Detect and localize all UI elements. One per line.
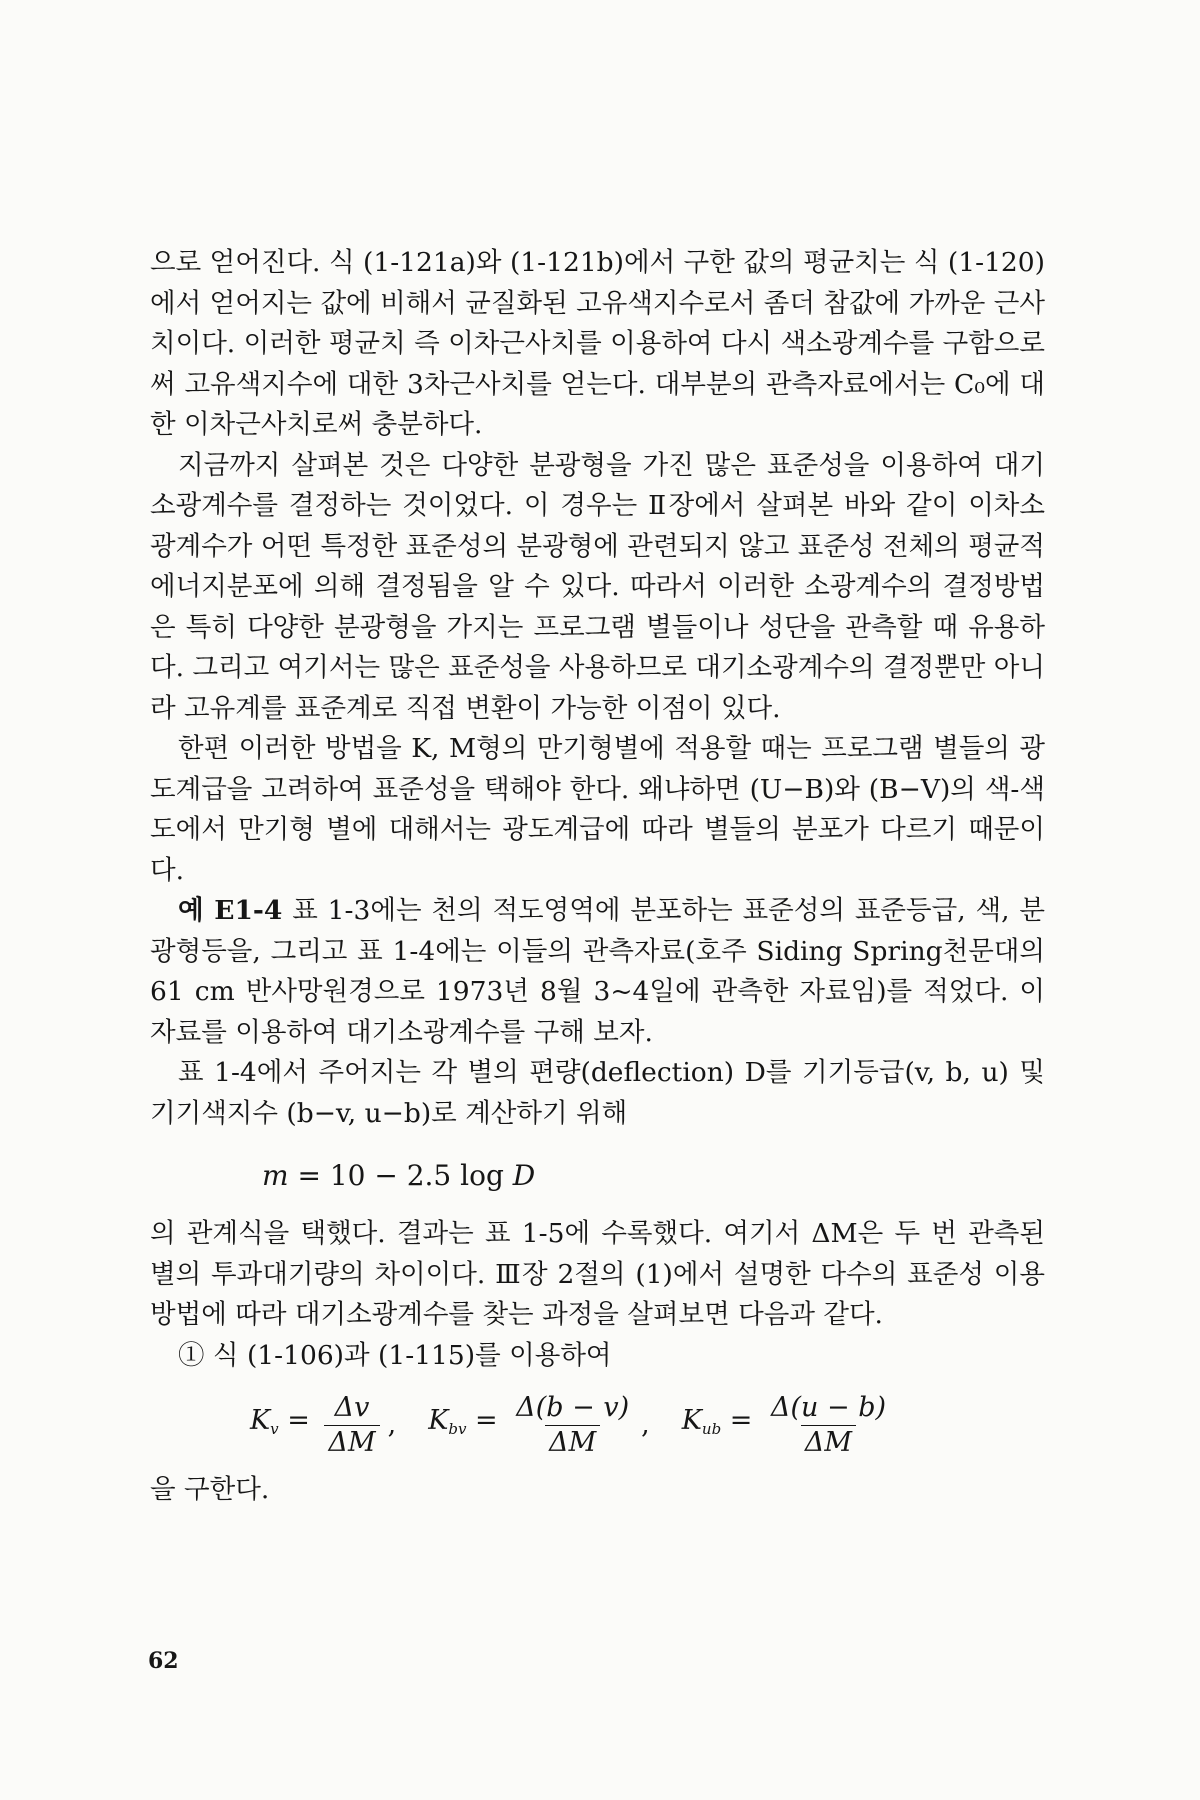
kbv-term: [428, 1401, 506, 1450]
kub-fraction: [767, 1391, 890, 1460]
example-paragraph: [150, 891, 1045, 1053]
equation-variable: D: [512, 1159, 536, 1192]
page-number: 62: [148, 1648, 179, 1674]
kv-numerator: Δv: [334, 1391, 370, 1423]
kv-symbol: K: [250, 1404, 271, 1436]
paragraph-2: 지금까지 살펴본 것은 다양한 분광형을 가진 많은 표준성을 이용하여 대기소광계수를 결정하는 것이었다. 이 경우는 Ⅱ장에서 살펴본 바와 같이 이차소광계수가 어떤 특정한 표준성의 분광형에 관련되지 않고 표준성 전체의 평균적 에너지분포에 의해 결정됨을 알 수 있다. 따라서 이러한 소광계수의 결정방법은 특히 다양한 분광형을 가지는 프로그램 별들이나 성단을 관측할 때 유용하다. 그리고 여기서는 많은 표준성을 사용하므로 대기소광계수의 결정뿐만 아니라 고유계를 표준계로 직접 변환이 가능한 이점이 있다.: [150, 449, 1045, 724]
kbv-denominator: ΔM: [545, 1425, 600, 1460]
comma: ,: [641, 1408, 650, 1440]
example-label: 예 E1-4: [178, 895, 283, 926]
kub-symbol: K: [681, 1404, 702, 1436]
paragraph-5: 표 1-4에서 주어지는 각 별의 편량(deflection) D를 기기등급(v, b, u) 및 기기색지수 (b−v, u−b)로 계산하기 위해: [150, 1057, 1045, 1129]
kub-numerator: Δ(u − b): [770, 1391, 887, 1423]
equals-sign: =: [466, 1404, 507, 1436]
kv-denominator: ΔM: [324, 1425, 379, 1460]
kub-term: [682, 1401, 761, 1450]
kv-fraction: [324, 1391, 379, 1460]
page-body: [150, 243, 1045, 1511]
equals-sign: =: [278, 1404, 319, 1436]
equation-rhs: = 10 − 2.5 log: [288, 1159, 513, 1192]
paragraph-6: 의 관계식을 택했다. 결과는 표 1-5에 수록했다. 여기서 ΔM은 두 번 관측된 별의 투과대기량의 차이이다. Ⅲ장 2절의 (1)에서 설명한 다수의 표준성 이용 방법에 따라 대기소광계수를 찾는 과정을 살펴보면 다음과 같다.: [150, 1218, 1045, 1330]
equation-lhs: m: [262, 1159, 289, 1192]
kub-denominator: ΔM: [801, 1425, 856, 1460]
kbv-subscript: bv: [448, 1419, 467, 1438]
paragraph-3: 한편 이러한 방법을 K, M형의 만기형별에 적용할 때는 프로그램 별들의 광도계급을 고려하여 표준성을 택해야 한다. 왜냐하면 (U−B)와 (B−V)의 색-색도에서 만기형 별에 대해서는 광도계급에 따라 별들의 분포가 다르기 때문이다.: [150, 733, 1045, 886]
kbv-symbol: K: [428, 1404, 449, 1436]
kbv-numerator: Δ(b − v): [516, 1391, 630, 1423]
comma: ,: [387, 1408, 397, 1440]
kbv-fraction: [512, 1391, 633, 1460]
kv-subscript: v: [270, 1419, 279, 1438]
kv-term: [250, 1401, 318, 1450]
magnitude-equation: [150, 1152, 1045, 1200]
paragraph-7: ① 식 (1-106)과 (1-115)를 이용하여: [178, 1339, 612, 1371]
paragraph-1: 으로 얻어진다. 식 (1-121a)와 (1-121b)에서 구한 값의 평균치는 식 (1-120)에서 얻어지는 값에 비해서 균질화된 고유색지수로서 좀더 참값에 가까운 근사치이다. 이러한 평균치 즉 이차근사치를 이용하여 다시 색소광계수를 구함으로써 고유색지수에 대한 3차근사치를 얻는다. 대부분의 관측자료에서는 C₀에 대한 이차근사치로써 충분하다.: [150, 247, 1045, 440]
kub-subscript: ub: [701, 1419, 722, 1438]
extinction-coefficient-equations: [250, 1384, 1045, 1466]
equals-sign: =: [721, 1404, 761, 1436]
paragraph-8: 을 구한다.: [150, 1474, 270, 1505]
example-text: 표 1-3에는 천의 적도영역에 분포하는 표준성의 표준등급, 색, 분광형등을, 그리고 표 1-4에는 이들의 관측자료(호주 Siding Spring천문대의 61 cm 반사망원경으로 1973년 8월 3~4일에 관측한 자료임)를 적었다. 이 자료를 이용하여 대기소광계수를 구해 보자.: [150, 895, 1045, 1048]
